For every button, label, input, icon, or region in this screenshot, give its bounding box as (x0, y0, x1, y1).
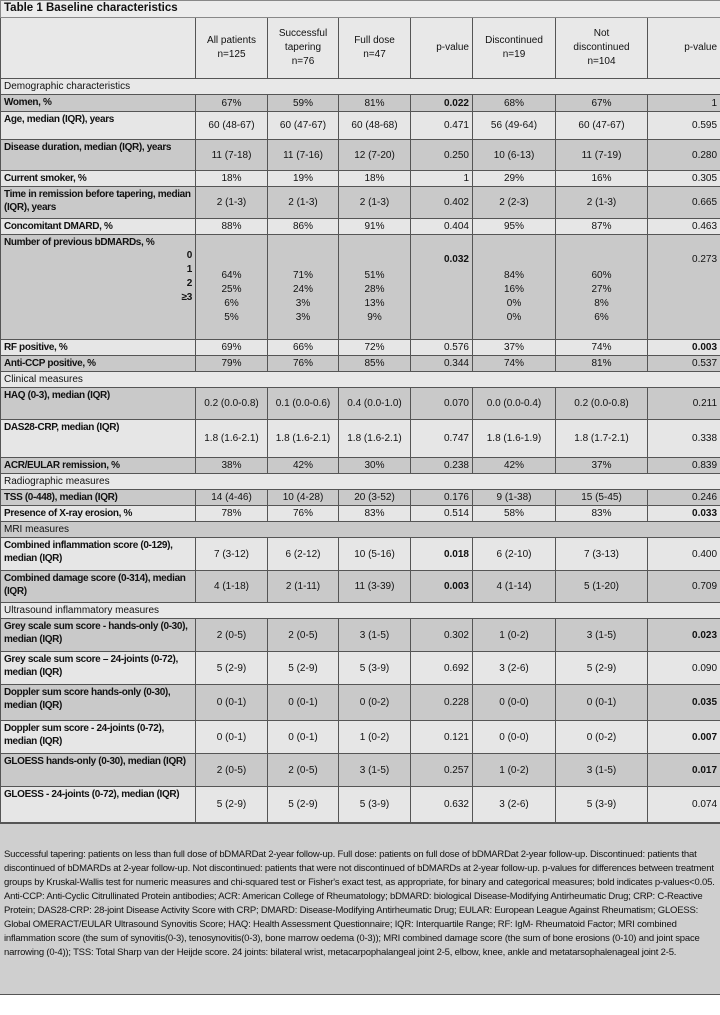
value-line: 16% (503, 284, 524, 295)
column-header-line: n=19 (502, 49, 526, 60)
value-cell: 3 (1-5) (556, 754, 648, 787)
table-row (1, 619, 720, 652)
value-cell: 2 (1-3) (196, 187, 268, 219)
row-label-text: Anti-CCP positive, % (4, 358, 96, 369)
value-cell: 3 (2-6) (473, 787, 556, 823)
value-cell: 60 (47-67) (268, 112, 339, 140)
p-value-cell: 0.400 (648, 538, 720, 571)
value-cell: 2 (1-3) (556, 187, 648, 219)
value-cell (339, 235, 411, 340)
row-label-text: Age, median (IQR), years (4, 114, 114, 125)
table-row (1, 506, 720, 522)
value-cell: 76% (268, 506, 339, 522)
table-row (1, 235, 720, 340)
table-row (1, 171, 720, 187)
value-line: 51% (364, 270, 385, 281)
table-row (1, 571, 720, 603)
p-value-cell: 0.003 (411, 571, 473, 603)
value-cell: 74% (556, 340, 648, 356)
value-cell (556, 235, 648, 340)
value-cell: 1 (0-2) (473, 754, 556, 787)
row-label (1, 95, 196, 112)
value-cell: 2 (2-3) (473, 187, 556, 219)
row-label (1, 490, 196, 506)
value-cell: 0 (0-2) (556, 721, 648, 754)
column-header (556, 18, 648, 79)
section-heading: Ultrasound inflammatory measures (1, 603, 720, 619)
value-cell: 5 (1-20) (556, 571, 648, 603)
value-cell: 1 (0-2) (473, 619, 556, 652)
row-label-text: GLOESS - 24-joints (0-72), median (IQR) (4, 789, 180, 800)
value-cell: 79% (196, 356, 268, 372)
sub-label: ≥3 (181, 292, 192, 303)
p-value-cell: 0.595 (648, 112, 720, 140)
p-value-cell: 0.211 (648, 388, 720, 420)
row-label (1, 787, 196, 823)
column-header-line: n=125 (217, 49, 246, 60)
p-value-cell: 0.404 (411, 219, 473, 235)
row-label-text: Women, % (4, 97, 52, 108)
row-label-text: Current smoker, % (4, 173, 87, 184)
value-cell: 83% (556, 506, 648, 522)
column-header (411, 18, 473, 79)
value-cell: 0.0 (0.0-0.4) (473, 388, 556, 420)
p-value-cell: 0.305 (648, 171, 720, 187)
value-line: 64% (221, 270, 242, 281)
p-value-cell: 0.250 (411, 140, 473, 171)
row-label-text: DAS28-CRP, median (IQR) (4, 422, 120, 433)
p-value-cell: 0.074 (648, 787, 720, 823)
value-cell: 81% (556, 356, 648, 372)
value-cell: 11 (3-39) (339, 571, 411, 603)
p-value-cell: 0.471 (411, 112, 473, 140)
header-row (1, 18, 720, 79)
p-value-cell: 0.035 (648, 685, 720, 721)
value-cell: 5 (3-9) (339, 652, 411, 685)
value-line: 60% (591, 270, 612, 281)
value-cell: 1.8 (1.6-2.1) (339, 420, 411, 458)
value-cell: 0.4 (0.0-1.0) (339, 388, 411, 420)
value-cell: 10 (4-28) (268, 490, 339, 506)
value-cell: 72% (339, 340, 411, 356)
value-line: 6% (224, 298, 239, 309)
value-cell: 74% (473, 356, 556, 372)
p-value-cell: 1 (648, 95, 720, 112)
table-title: Table 1 Baseline characteristics (1, 1, 720, 18)
p-value-cell: 0.632 (411, 787, 473, 823)
p-value-cell: 1 (411, 171, 473, 187)
p-value-cell: 0.338 (648, 420, 720, 458)
column-header (339, 18, 411, 79)
row-label-text: Presence of X-ray erosion, % (4, 508, 133, 519)
row-label-text: TSS (0-448), median (IQR) (4, 492, 118, 503)
value-cell: 5 (3-9) (556, 787, 648, 823)
row-label (1, 571, 196, 603)
section-row (1, 522, 720, 538)
value-cell: 29% (473, 171, 556, 187)
value-cell: 67% (196, 95, 268, 112)
p-value-cell: 0.692 (411, 652, 473, 685)
column-header-line: p-value (684, 42, 718, 53)
p-value-cell: 0.017 (648, 754, 720, 787)
value-cell: 18% (196, 171, 268, 187)
value-cell: 0 (0-1) (196, 721, 268, 754)
value-cell: 86% (268, 219, 339, 235)
column-header-line: All patients (207, 35, 256, 46)
row-label-text: Doppler sum score - 24-joints (0-72), median (IQR) (4, 723, 164, 747)
column-header-line: Successful (278, 28, 328, 39)
value-cell: 42% (268, 458, 339, 474)
row-label (1, 538, 196, 571)
column-header (1, 18, 196, 79)
p-value-cell: 0.280 (648, 140, 720, 171)
row-label-text: RF positive, % (4, 342, 68, 353)
table-row (1, 112, 720, 140)
value-cell (268, 235, 339, 340)
value-cell: 2 (1-3) (268, 187, 339, 219)
value-line: 25% (221, 284, 242, 295)
value-line: 8% (594, 298, 609, 309)
value-cell: 78% (196, 506, 268, 522)
section-row (1, 372, 720, 388)
value-cell: 5 (2-9) (556, 652, 648, 685)
value-cell: 60 (48-67) (196, 112, 268, 140)
value-line: 0% (506, 298, 522, 309)
row-label (1, 619, 196, 652)
table-row (1, 721, 720, 754)
p-value-cell: 0.839 (648, 458, 720, 474)
section-row (1, 79, 720, 95)
row-label-text: Grey scale sum score - hands-only (0-30), median (IQR) (4, 621, 188, 645)
value-cell: 3 (1-5) (556, 619, 648, 652)
table-row (1, 420, 720, 458)
value-line: 27% (591, 284, 612, 295)
value-cell: 2 (0-5) (196, 619, 268, 652)
value-cell: 0.2 (0.0-0.8) (556, 388, 648, 420)
row-label-text: Concomitant DMARD, % (4, 221, 113, 232)
p-value-cell: 0.033 (648, 506, 720, 522)
column-header-line: n=76 (291, 56, 315, 67)
table-row (1, 187, 720, 219)
value-cell: 87% (556, 219, 648, 235)
section-heading: Clinical measures (1, 372, 720, 388)
value-cell: 81% (339, 95, 411, 112)
row-label (1, 187, 196, 219)
value-cell: 68% (473, 95, 556, 112)
value-cell: 19% (268, 171, 339, 187)
value-cell: 1.8 (1.6-2.1) (196, 420, 268, 458)
sub-label: 0 (186, 250, 192, 261)
value-cell: 60 (47-67) (556, 112, 648, 140)
row-label (1, 235, 196, 340)
section-heading: Radiographic measures (1, 474, 720, 490)
row-label-text: Combined damage score (0-314), median (IQR) (4, 573, 186, 597)
p-value-cell: 0.747 (411, 420, 473, 458)
table-row (1, 538, 720, 571)
p-value-cell: 0.090 (648, 652, 720, 685)
value-cell: 5 (2-9) (268, 652, 339, 685)
p-value-cell: 0.022 (411, 95, 473, 112)
row-label (1, 685, 196, 721)
row-label (1, 388, 196, 420)
column-header-line: n=104 (587, 56, 616, 67)
value-cell: 5 (2-9) (196, 787, 268, 823)
p-value-cell: 0.344 (411, 356, 473, 372)
row-label-text: Time in remission before tapering, median (IQR), years (4, 189, 191, 213)
p-value-cell: 0.514 (411, 506, 473, 522)
value-cell: 6 (2-10) (473, 538, 556, 571)
table-row (1, 140, 720, 171)
table-row (1, 95, 720, 112)
value-cell: 1 (0-2) (339, 721, 411, 754)
value-cell: 58% (473, 506, 556, 522)
value-cell: 4 (1-18) (196, 571, 268, 603)
table-row (1, 652, 720, 685)
value-line: 9% (367, 312, 382, 323)
p-value-cell: 0.246 (648, 490, 720, 506)
value-cell: 76% (268, 356, 339, 372)
column-header-line: discontinued (573, 42, 630, 53)
value-line: 84% (503, 270, 524, 281)
p-value-cell: 0.176 (411, 490, 473, 506)
value-line: 28% (364, 284, 385, 295)
row-label (1, 458, 196, 474)
value-cell (196, 235, 268, 340)
p-value-cell: 0.003 (648, 340, 720, 356)
row-label-text: ACR/EULAR remission, % (4, 460, 120, 471)
p-value-cell: 0.665 (648, 187, 720, 219)
value-cell: 5 (2-9) (196, 652, 268, 685)
row-label (1, 356, 196, 372)
p-value-cell: 0.302 (411, 619, 473, 652)
row-label (1, 721, 196, 754)
value-cell: 83% (339, 506, 411, 522)
value-cell: 20 (3-52) (339, 490, 411, 506)
column-header-line: Not (593, 28, 610, 39)
p-value-cell: 0.576 (411, 340, 473, 356)
table-row (1, 219, 720, 235)
row-label-text: GLOESS hands-only (0-30), median (IQR) (4, 756, 186, 767)
p-value-cell: 0.537 (648, 356, 720, 372)
row-label (1, 340, 196, 356)
table-row (1, 340, 720, 356)
value-line: 6% (594, 312, 609, 323)
value-line: 0% (506, 312, 522, 323)
value-cell: 69% (196, 340, 268, 356)
column-header (268, 18, 339, 79)
value-cell: 9 (1-38) (473, 490, 556, 506)
row-label (1, 754, 196, 787)
column-header (648, 18, 720, 79)
column-header-line: Full dose (354, 35, 395, 46)
sub-label: 1 (186, 264, 192, 275)
value-cell: 11 (7-16) (268, 140, 339, 171)
table-row (1, 356, 720, 372)
footnote-text: Successful tapering: patients on less than full dose of bDMARDat 2-year follow-up. Full dose: patients on full dose of bDMARDat 2-year follow-up. Discontinued: patients that discontinued of bDMARDs at 2-year follow-up. Not discontinued: patients that were not discontinued of bDMARDs at 2-year follow-up. p-values for differences between treatment groups by Kruskal-Wallis test for numeric measures and chi-squared test or Fisher's exact test, as appropriate, for binary and categorical measures; bold indicates p-values<0.05. Anti-CCP: Anti-Cyclic Citrullinated Protein antibodies; ACR: American College of Rheumatology; bDMARD: biological Disease-Modifying Antirheumatic Drug; CRP: C-Reactive Protein; DAS28-CRP: 28-joint Disease Activity Score with CRP; DMARD: Disease-Modifying Antirheumatic Drug; EULAR: European League Against Rheumatism; GLOESS: Global OMERACT/EULAR Ultrasound Synovitis Score; HAQ: Health Assessment Questionnaire; IQR: Interquartile Range; RF: IgM- Rheumatoid Factor; MRI combined inflammation score (the sum of synovitis(0-3), tenosynovitis(0-3), bone marrow oedema (0-3)); MRI combined damage score (the sum of bone erosions (0-10) and joint space narrowing (0-4)); TSS: Total Sharp van der Heijde score. 24 joints: bilateral wrist, metacarpophalangeal joint 2-5, elbow, knee, ankle and metatarsophalenageal joint 2-5. (4, 849, 715, 958)
section-row (1, 474, 720, 490)
value-cell: 0 (0-1) (556, 685, 648, 721)
value-cell: 3 (1-5) (339, 754, 411, 787)
column-header-line: tapering (284, 42, 322, 53)
row-label (1, 140, 196, 171)
value-cell: 95% (473, 219, 556, 235)
value-cell: 88% (196, 219, 268, 235)
p-value-cell: 0.273 (648, 235, 720, 340)
value-cell: 91% (339, 219, 411, 235)
value-cell: 60 (48-68) (339, 112, 411, 140)
value-cell: 1.8 (1.6-2.1) (268, 420, 339, 458)
value-cell: 2 (1-3) (339, 187, 411, 219)
column-header-line: n=47 (363, 49, 386, 60)
value-cell: 5 (3-9) (339, 787, 411, 823)
table-row (1, 685, 720, 721)
table-row (1, 787, 720, 823)
table-row (1, 754, 720, 787)
p-value-cell: 0.238 (411, 458, 473, 474)
value-line: 13% (364, 298, 385, 309)
value-cell: 2 (1-11) (268, 571, 339, 603)
value-cell: 37% (556, 458, 648, 474)
p-value-cell: 0.018 (411, 538, 473, 571)
row-label (1, 420, 196, 458)
p-value-cell: 0.228 (411, 685, 473, 721)
column-header (196, 18, 268, 79)
row-label (1, 506, 196, 522)
value-cell: 15 (5-45) (556, 490, 648, 506)
p-value-cell: 0.032 (411, 235, 473, 340)
row-label-text: Doppler sum score hands-only (0-30), median (IQR) (4, 687, 171, 711)
value-cell: 85% (339, 356, 411, 372)
p-value-cell: 0.023 (648, 619, 720, 652)
value-cell: 10 (6-13) (473, 140, 556, 171)
row-label-text: HAQ (0-3), median (IQR) (4, 390, 110, 401)
value-cell: 14 (4-46) (196, 490, 268, 506)
value-cell: 67% (556, 95, 648, 112)
value-cell: 59% (268, 95, 339, 112)
value-cell: 0.1 (0.0-0.6) (268, 388, 339, 420)
row-label (1, 652, 196, 685)
value-cell: 12 (7-20) (339, 140, 411, 171)
value-cell (473, 235, 556, 340)
value-cell: 1.8 (1.7-2.1) (556, 420, 648, 458)
value-cell: 1.8 (1.6-1.9) (473, 420, 556, 458)
table-row (1, 388, 720, 420)
value-cell: 3 (1-5) (339, 619, 411, 652)
column-header-line: Discontinued (485, 35, 543, 46)
value-cell: 16% (556, 171, 648, 187)
value-line: 71% (292, 270, 313, 281)
value-cell: 2 (0-5) (268, 619, 339, 652)
column-header (473, 18, 556, 79)
p-value-cell: 0.070 (411, 388, 473, 420)
row-label-text: Disease duration, median (IQR), years (4, 142, 172, 153)
p-value-cell: 0.402 (411, 187, 473, 219)
p-value-cell: 0.007 (648, 721, 720, 754)
value-cell: 3 (2-6) (473, 652, 556, 685)
value-cell: 5 (2-9) (268, 787, 339, 823)
value-line: 3% (295, 312, 311, 323)
value-cell: 0 (0-1) (196, 685, 268, 721)
value-line: 5% (224, 312, 239, 323)
row-label-text: Grey scale sum score – 24-joints (0-72), median (IQR) (4, 654, 178, 678)
value-cell: 6 (2-12) (268, 538, 339, 571)
value-cell: 2 (0-5) (268, 754, 339, 787)
value-cell: 7 (3-13) (556, 538, 648, 571)
row-label (1, 171, 196, 187)
value-cell: 2 (0-5) (196, 754, 268, 787)
sub-label: 2 (186, 278, 192, 289)
value-cell: 11 (7-18) (196, 140, 268, 171)
section-row (1, 603, 720, 619)
table-footnote (0, 823, 720, 995)
row-label (1, 219, 196, 235)
column-header-line: p-value (436, 42, 469, 53)
value-cell: 10 (5-16) (339, 538, 411, 571)
value-cell: 0 (0-2) (339, 685, 411, 721)
value-cell: 4 (1-14) (473, 571, 556, 603)
value-cell: 37% (473, 340, 556, 356)
value-cell: 0 (0-1) (268, 721, 339, 754)
value-line: 3% (295, 298, 311, 309)
value-cell: 11 (7-19) (556, 140, 648, 171)
value-line: 24% (292, 284, 313, 295)
value-cell: 0 (0-0) (473, 721, 556, 754)
p-value-cell: 0.709 (648, 571, 720, 603)
value-cell: 38% (196, 458, 268, 474)
value-cell: 30% (339, 458, 411, 474)
row-label-text: Combined inflammation score (0-129), median (IQR) (4, 540, 173, 564)
value-cell: 0 (0-0) (473, 685, 556, 721)
section-heading: Demographic characteristics (1, 79, 720, 95)
value-cell: 66% (268, 340, 339, 356)
row-label (1, 112, 196, 140)
section-heading: MRI measures (1, 522, 720, 538)
p-value-cell: 0.121 (411, 721, 473, 754)
row-label-text: Number of previous bDMARDs, % (4, 237, 155, 248)
table-row (1, 490, 720, 506)
value-cell: 18% (339, 171, 411, 187)
p-value-cell: 0.463 (648, 219, 720, 235)
value-cell: 0.2 (0.0-0.8) (196, 388, 268, 420)
p-value-cell: 0.257 (411, 754, 473, 787)
value-cell: 0 (0-1) (268, 685, 339, 721)
table-row (1, 458, 720, 474)
value-cell: 7 (3-12) (196, 538, 268, 571)
value-cell: 42% (473, 458, 556, 474)
value-cell: 56 (49-64) (473, 112, 556, 140)
